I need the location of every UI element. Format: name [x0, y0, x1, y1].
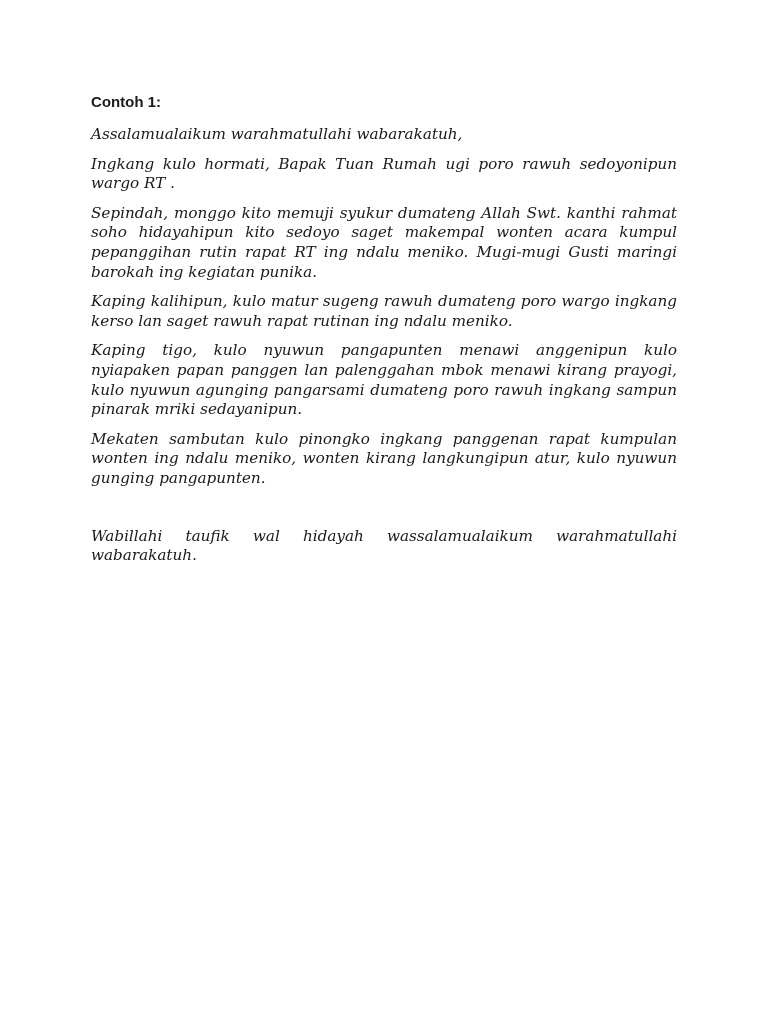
- paragraph-respect: Ingkang kulo hormati, Bapak Tuan Rumah ugi poro rawuh sedoyonipun wargo RT .: [91, 154, 677, 193]
- paragraph-third: Kaping tigo, kulo nyuwun pangapunten menawi anggenipun kulo nyiapaken papan panggen lan palenggahan mbok menawi kirang prayogi, kulo nyuwun agunging pangarsami dumateng poro rawuh ingkang sampun pinarak mriki sedayanipun.: [91, 341, 677, 419]
- document-page: [91, 93, 677, 576]
- paragraph-greeting: Assalamualaikum warahmatullahi wabarakatuh,: [91, 125, 463, 143]
- paragraph-second: Kaping kalihipun, kulo matur sugeng rawuh dumateng poro wargo ingkang kerso lan saget rawuh rapat rutinan ing ndalu meniko.: [91, 292, 677, 330]
- paragraph-closing: Wabillahi taufik wal hidayah wassalamualaikum warahmatullahi wabarakatuh.: [91, 526, 677, 565]
- paragraph-conclusion: Mekaten sambutan kulo pinongko ingkang panggenan rapat kumpulan wonten ing ndalu meniko, wonten kirang langkungipun atur, kulo nyuwun gunging pangapunten.: [91, 429, 677, 487]
- paragraph-first: Sepindah, monggo kito memuji syukur dumateng Allah Swt. kanthi rahmat soho hidayahipun kito sedoyo saget makempal wonten acara kumpul pepanggihan rutin rapat RT ing ndalu meniko. Mugi-mugi Gusti maringi barokah ing kegiatan punika.: [91, 203, 677, 281]
- document-heading: Contoh 1:: [91, 94, 161, 111]
